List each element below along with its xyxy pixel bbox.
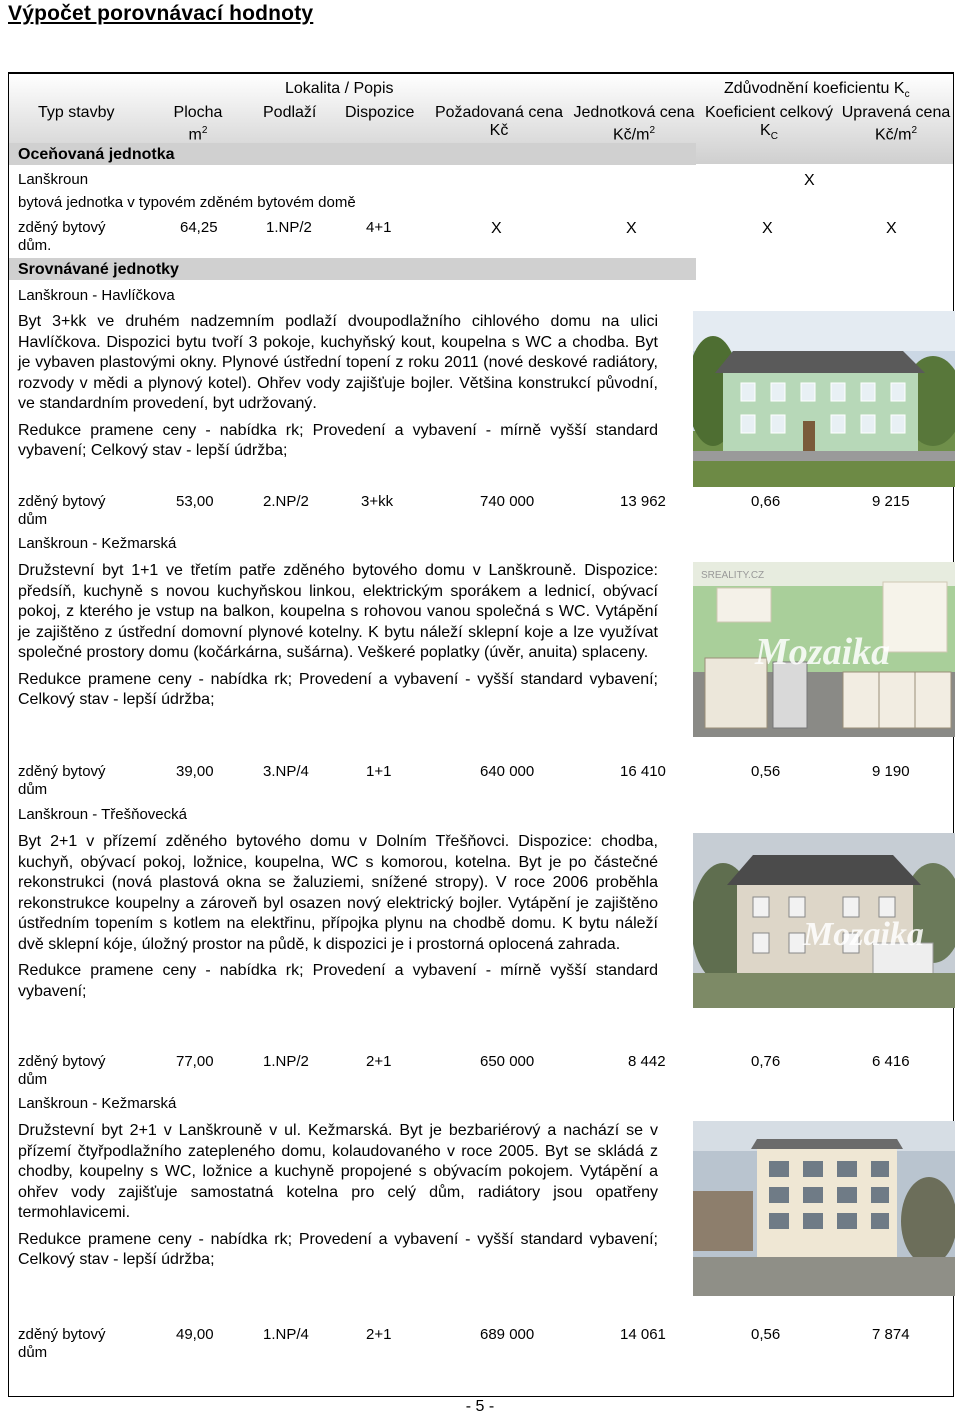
comparable-2-pozadovana: 640 000 (480, 763, 535, 780)
comparable-2-jednotkova: 16 410 (620, 763, 666, 780)
comparable-2-photo (693, 562, 955, 737)
comparable-1-plocha: 53,00 (176, 493, 214, 510)
header-plocha: Plocha $m^2$ (173, 104, 223, 144)
valued-dispozice: 4+1 (366, 219, 392, 236)
comparable-4-plocha: 49,00 (176, 1326, 214, 1343)
header-pozadovana-cena: Požadovaná cena Kč (434, 104, 564, 139)
comparable-1-location: Lanškroun - Havlíčkova (18, 287, 175, 304)
header-dispozice: Dispozice (345, 104, 415, 121)
comparable-1-pozadovana: 740 000 (480, 493, 535, 510)
valued-pozadovana: X (491, 220, 502, 237)
valued-plocha: 64,25 (180, 219, 218, 236)
comparable-4-photo (693, 1121, 955, 1296)
comparable-3-koef: 0,76 (751, 1053, 781, 1070)
header-jednotkova-cena: Jednotková cena $Kč/m^2$ (573, 104, 695, 144)
page-number: - 5 - (465, 1398, 495, 1415)
header-koeficient: Koeficient celkový $K_C$ (704, 104, 834, 143)
comparable-1-upravena: 9 215 (872, 493, 910, 510)
header-podlazi: Podlaží (263, 104, 317, 121)
comparable-2-description: Družstevní byt 1+1 ve třetím patře zděného bytového domu v Lanškrouně. Dispozice: předsíň, kuchyně s novou kuchyňskou linkou, elektrickým sporákem a lednicí, obývací pokoj, z kterého je vstup na balkon, koupelna s rohovou vanou společná s WC. Vytápění je zajištěno z ústřední domovní plynové kotelny. K bytu náleží sklepní koje a lze využívat společné prostory domu (kočárkárna, sušárna). Veškeré poplatky (úvěr, anuita) splaceny. Redukce pramene ceny - nabídka rk; Provedení a vybavení - vyšší standard vybavení; Celkový stav - lepší údržba; (18, 562, 658, 708)
page-title: Výpočet porovnávací hodnoty (8, 2, 314, 25)
comparable-1-typ: zděný bytový dům (18, 493, 106, 528)
comparable-2-koef: 0,56 (751, 763, 781, 780)
valued-location: Lanškroun (18, 171, 89, 188)
comparable-1-koef: 0,66 (751, 493, 781, 510)
comparable-4-jednotkova: 14 061 (620, 1326, 666, 1343)
valued-podlazi: 1.NP/2 (266, 219, 312, 236)
header-lokalita: Lokalita / Popis (285, 80, 394, 97)
comparable-4-dispozice: 2+1 (366, 1326, 392, 1343)
valued-description: bytová jednotka v typovém zděném bytovém domě (18, 194, 356, 211)
comparable-1-podlazi: 2.NP/2 (263, 493, 309, 510)
photo-site-mark: SREALITY.CZ (701, 570, 765, 581)
header-upravena-cena: Upravená cena $Kč/m^2$ (841, 104, 951, 144)
comparable-3-plocha: 77,00 (176, 1053, 214, 1070)
comparable-4-typ: zděný bytový dům (18, 1326, 106, 1361)
comparable-4-location: Lanškroun - Kežmarská (18, 1095, 177, 1112)
house-photo-4 (693, 1121, 955, 1296)
valued-heading: Oceňovaná jednotka (18, 146, 175, 163)
comparable-1-photo (693, 311, 955, 487)
comparable-2-typ: zděný bytový dům (18, 763, 106, 798)
header-typ-stavby: Typ stavby (38, 104, 115, 121)
valued-jednotkova: X (626, 220, 637, 237)
valued-koef: X (762, 220, 773, 237)
header-zduvodneni: Zdůvodnění koeficientu $K_c$ (724, 80, 910, 101)
valued-typ: zděný bytový dům. (18, 219, 106, 254)
comparable-2-location: Lanškroun - Kežmarská (18, 535, 177, 552)
comparable-3-location: Lanškroun - Třešňovecká (18, 806, 187, 823)
comparable-2-dispozice: 1+1 (366, 763, 392, 780)
comparable-3-photo (693, 833, 955, 1008)
valued-upravena: X (886, 220, 897, 237)
compared-heading: Srovnávané jednotky (18, 261, 179, 278)
comparable-2-podlazi: 3.NP/4 (263, 763, 309, 780)
comparable-1-description: Byt 3+kk ve druhém nadzemním podlaží dvoupodlažního cihlového domu na ulici Havlíčkova. Dispozici bytu tvoří 3 pokoje, kuchyňský kout, koupelna s WC a chodba. Byt je vybaven plastovými okny. Plynové ústřední topení z roku 2011 (nové deskové radiátory, rozvody v mědi a plynový kotel). Ohřev vody zajišťuje bojler. Většina konstrukcí původní, ve standardním provedení, byt udržovaný. Redukce pramene ceny - nabídka rk; Provedení a vybavení - mírně vyšší standard vybavení; Celkový stav - lepší údržba; (18, 313, 658, 459)
comparable-4-pozadovana: 689 000 (480, 1326, 535, 1343)
comparable-2-upravena: 9 190 (872, 763, 910, 780)
comparable-3-pozadovana: 650 000 (480, 1053, 535, 1070)
valued-x-mark: X (804, 172, 815, 189)
comparable-4-podlazi: 1.NP/4 (263, 1326, 309, 1343)
comparable-2-plocha: 39,00 (176, 763, 214, 780)
photo-watermark: Mozaika (803, 916, 924, 953)
comparable-3-jednotkova: 8 442 (628, 1053, 666, 1070)
kitchen-photo (693, 562, 955, 737)
house-photo-1 (693, 311, 955, 487)
comparable-3-podlazi: 1.NP/2 (263, 1053, 309, 1070)
comparable-1-jednotkova: 13 962 (620, 493, 666, 510)
comparable-3-dispozice: 2+1 (366, 1053, 392, 1070)
comparable-4-description: Družstevní byt 2+1 v Lanškrouně v ul. Kežmarská. Byt je bezbariérový a nachází se v přízemí čtyřpodlažního zatepleného domu, kolaudovaného v roce 2005. Byt se skládá z chodby, koupelny s WC, ložnice a kuchyně propojené s obývacím pokojem. Vytápění a ohřev vody zajišťuje samostatná kotelna pro celý dům, radiátory jsou opatřeny termohlavicemi. Redukce pramene ceny - nabídka rk; Provedení a vybavení - vyšší standard vybavení; Celkový stav - lepší údržba; (18, 1122, 658, 1268)
comparable-1-dispozice: 3+kk (361, 493, 394, 510)
comparable-3-description: Byt 2+1 v přízemí zděného bytového domu v Dolním Třešňovci. Dispozice: chodba, kuchyň, obývací pokoj, ložnice, koupelna, WC s komorou, kotelna. Byt je po částečné rekonstrukci (nová plastová okna se žaluziemi, snížené stropy). V roce 2006 proběhla rekonstrukce koupelny a zároveň byl osazen nový elektrický bojler. Vytápění je zajištěno ústředním topením s kotlem na elektřinu, přípojka plynu na chodbě domu. K bytu náleží dvě sklepní kóje, úložný prostor na půdě, k dispozici je i prostorná oplocená zahrada. Redukce pramene ceny - nabídka rk; Provedení a vybavení - mírně vyšší standard vybavení; (18, 833, 658, 1000)
photo-watermark: Mozaika (755, 631, 891, 673)
comparable-3-typ: zděný bytový dům (18, 1053, 106, 1088)
comparable-4-koef: 0,56 (751, 1326, 781, 1343)
comparable-4-upravena: 7 874 (872, 1326, 910, 1343)
house-photo-3 (693, 833, 955, 1008)
comparable-3-upravena: 6 416 (872, 1053, 910, 1070)
